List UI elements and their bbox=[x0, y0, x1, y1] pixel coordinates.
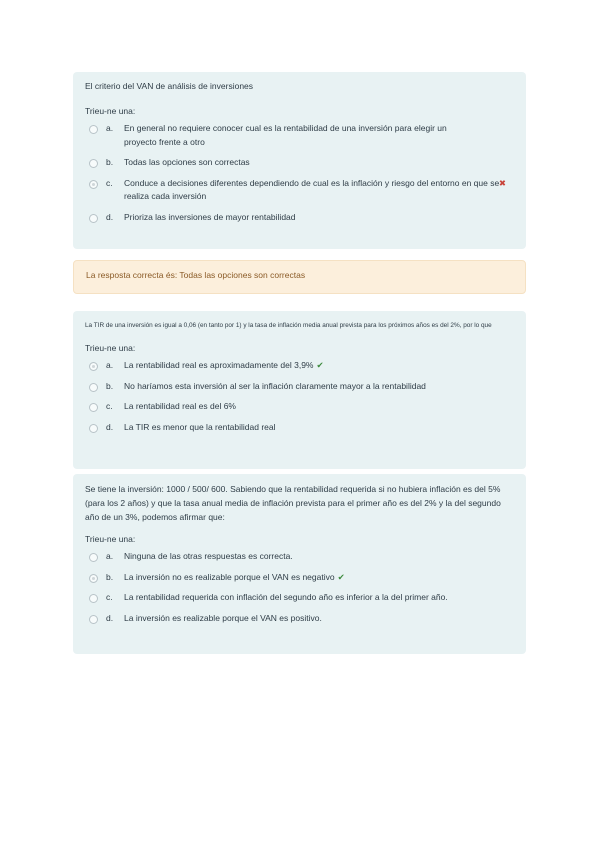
option-letter: b. bbox=[106, 380, 114, 391]
option-text: La inversión es realizable porque el VAN es positivo. bbox=[124, 612, 322, 623]
option-letter: b. bbox=[106, 571, 114, 582]
option-letter: d. bbox=[106, 211, 114, 222]
correct-icon: ✔ bbox=[337, 571, 345, 582]
question-card-2 bbox=[73, 311, 526, 469]
radio-button[interactable] bbox=[89, 424, 98, 433]
option-c[interactable] bbox=[85, 591, 514, 605]
option-c[interactable] bbox=[85, 400, 514, 414]
radio-button[interactable] bbox=[89, 214, 98, 223]
option-text: La TIR es menor que la rentabilidad real bbox=[124, 421, 276, 432]
radio-button-selected[interactable] bbox=[89, 362, 98, 371]
incorrect-icon: ✖ bbox=[498, 177, 506, 188]
question-card-1 bbox=[73, 72, 526, 249]
option-text: La rentabilidad requerida con inflación del segundo año es inferior a la del primer año. bbox=[124, 592, 448, 602]
option-b[interactable] bbox=[85, 380, 514, 394]
option-letter: a. bbox=[106, 123, 114, 133]
option-letter: c. bbox=[106, 592, 113, 602]
radio-button-selected[interactable] bbox=[89, 574, 98, 583]
correct-answer-feedback bbox=[73, 260, 526, 294]
option-d[interactable] bbox=[85, 211, 514, 225]
option-a[interactable] bbox=[85, 359, 514, 373]
radio-button-selected[interactable] bbox=[89, 180, 98, 189]
radio-button[interactable] bbox=[89, 159, 98, 168]
question-card-3 bbox=[73, 474, 526, 654]
option-text: Prioriza las inversiones de mayor rentabilidad bbox=[124, 211, 296, 222]
option-text bbox=[124, 571, 514, 585]
option-text bbox=[124, 177, 514, 204]
option-letter: d. bbox=[106, 612, 114, 623]
option-letter: a. bbox=[106, 360, 114, 370]
option-d[interactable] bbox=[85, 421, 514, 435]
question-text: El criterio del VAN de análisis de inversiones bbox=[85, 81, 254, 91]
option-letter: b. bbox=[106, 157, 114, 167]
option-d[interactable] bbox=[85, 612, 514, 626]
option-b[interactable] bbox=[85, 156, 514, 170]
option-letter: a. bbox=[106, 551, 114, 561]
correct-icon: ✔ bbox=[316, 360, 324, 370]
answer-prompt: Trieu-ne una: bbox=[85, 106, 136, 116]
option-letter: d. bbox=[106, 421, 114, 432]
question-text: Se tiene la inversión: 1000 / 500/ 600. Sabiendo que la rentabilidad requerida si no hubiera inflación es del 5% (para los 2 años) y que la tasa anual media de inflación prevista para el primer año es del 2% y la del segundo año de un 3%, podemos afirmar que: bbox=[85, 484, 501, 522]
option-text-content: Conduce a decisiones diferentes dependiendo de cual es la inflación y riesgo del entorno en que se realiza cada inversión bbox=[124, 177, 500, 201]
feedback-text: La resposta correcta és: Todas las opciones son correctas bbox=[86, 270, 306, 280]
option-text: Todas las opciones son correctas bbox=[124, 157, 250, 167]
answer-prompt: Trieu-ne una: bbox=[85, 534, 136, 544]
option-c[interactable] bbox=[85, 177, 514, 204]
option-text-content: La inversión no es realizable porque el VAN es negativo bbox=[124, 571, 335, 582]
option-a[interactable] bbox=[85, 550, 514, 564]
option-text: En general no requiere conocer cual es la rentabilidad de una inversión para elegir un proyecto frente a otro bbox=[124, 123, 447, 147]
radio-button[interactable] bbox=[89, 594, 98, 603]
radio-button[interactable] bbox=[89, 615, 98, 624]
answer-prompt: Trieu-ne una: bbox=[85, 343, 136, 353]
radio-button[interactable] bbox=[89, 383, 98, 392]
option-b[interactable] bbox=[85, 571, 514, 585]
question-text: La TIR de una inversión es igual a 0,06 (en tanto por 1) y la tasa de inflación media anual prevista para los próximos años es del 2%, por lo que bbox=[85, 322, 492, 329]
option-text: Ninguna de las otras respuestas es correcta. bbox=[124, 551, 293, 561]
option-text bbox=[124, 359, 514, 373]
radio-button[interactable] bbox=[89, 553, 98, 562]
radio-button[interactable] bbox=[89, 125, 98, 134]
option-text: La rentabilidad real es del 6% bbox=[124, 401, 236, 411]
radio-button[interactable] bbox=[89, 403, 98, 412]
option-a[interactable] bbox=[85, 122, 514, 149]
option-letter: c. bbox=[106, 177, 113, 188]
option-text-content: La rentabilidad real es aproximadamente del 3,9% bbox=[124, 360, 314, 370]
option-text: No haríamos esta inversión al ser la inflación claramente mayor a la rentabilidad bbox=[124, 380, 426, 391]
option-letter: c. bbox=[106, 401, 113, 411]
